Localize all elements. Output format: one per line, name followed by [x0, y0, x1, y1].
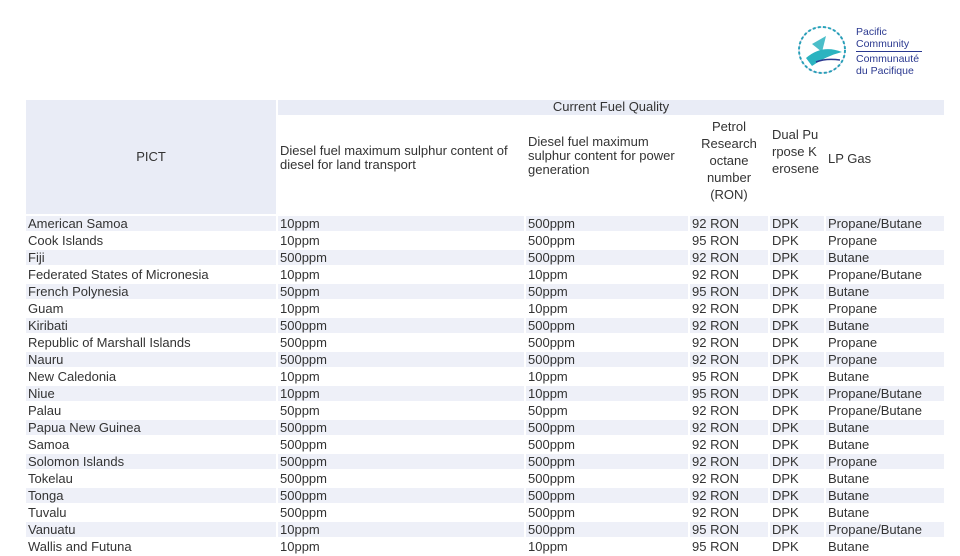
cell-diesel-power: 50ppm: [526, 403, 690, 420]
cell-lpg: Propane: [826, 454, 946, 471]
cell-lpg: Propane/Butane: [826, 386, 946, 403]
cell-diesel-power: 500ppm: [526, 335, 690, 352]
cell-diesel-land: 500ppm: [278, 250, 526, 267]
cell-petrol-ron: 92 RON: [690, 420, 770, 437]
cell-dpk: DPK: [770, 369, 826, 386]
cell-diesel-land: 500ppm: [278, 454, 526, 471]
header-current-fuel-quality: Current Fuel Quality: [278, 100, 946, 117]
cell-lpg: Butane: [826, 505, 946, 522]
cell-dpk: DPK: [770, 471, 826, 488]
cell-diesel-land: 500ppm: [278, 352, 526, 369]
table-row: [26, 216, 946, 233]
cell-dpk: DPK: [770, 454, 826, 471]
cell-pict: Tokelau: [26, 471, 278, 488]
cell-diesel-power: 10ppm: [526, 267, 690, 284]
cell-pict: Samoa: [26, 437, 278, 454]
cell-pict: Republic of Marshall Islands: [26, 335, 278, 352]
cell-pict: Federated States of Micronesia: [26, 267, 278, 284]
cell-diesel-power: 500ppm: [526, 250, 690, 267]
table-row: [26, 233, 946, 250]
fuel-quality-table: [26, 100, 946, 556]
cell-diesel-land: 500ppm: [278, 505, 526, 522]
cell-petrol-ron: 92 RON: [690, 505, 770, 522]
cell-diesel-land: 500ppm: [278, 335, 526, 352]
cell-dpk: DPK: [770, 352, 826, 369]
cell-diesel-power: 500ppm: [526, 216, 690, 233]
cell-pict: Guam: [26, 301, 278, 318]
cell-lpg: Propane: [826, 301, 946, 318]
logo-text-line2: Community: [856, 38, 910, 50]
cell-dpk: DPK: [770, 420, 826, 437]
logo-text-line4: du Pacifique: [856, 65, 914, 77]
cell-lpg: Butane: [826, 318, 946, 335]
cell-pict: Wallis and Futuna: [26, 539, 278, 556]
cell-dpk: DPK: [770, 267, 826, 284]
cell-diesel-power: 50ppm: [526, 284, 690, 301]
cell-dpk: DPK: [770, 539, 826, 556]
cell-diesel-power: 500ppm: [526, 454, 690, 471]
cell-pict: Vanuatu: [26, 522, 278, 539]
cell-lpg: Butane: [826, 420, 946, 437]
table-body: [26, 216, 946, 556]
cell-petrol-ron: 95 RON: [690, 386, 770, 403]
cell-pict: Nauru: [26, 352, 278, 369]
cell-diesel-land: 500ppm: [278, 318, 526, 335]
logo-emblem-icon: [796, 22, 852, 80]
cell-diesel-power: 500ppm: [526, 233, 690, 250]
cell-petrol-ron: 92 RON: [690, 335, 770, 352]
cell-petrol-ron: 92 RON: [690, 216, 770, 233]
table-row: [26, 352, 946, 369]
cell-lpg: Propane/Butane: [826, 267, 946, 284]
table-row: [26, 454, 946, 471]
cell-lpg: Propane/Butane: [826, 522, 946, 539]
logo-text-line1: Pacific: [856, 26, 887, 38]
table-row: [26, 267, 946, 284]
table-row: [26, 539, 946, 556]
cell-diesel-land: 500ppm: [278, 488, 526, 505]
cell-dpk: DPK: [770, 386, 826, 403]
cell-lpg: Propane: [826, 233, 946, 250]
cell-pict: New Caledonia: [26, 369, 278, 386]
cell-pict: Niue: [26, 386, 278, 403]
header-diesel-land: Diesel fuel maximum sulphur content of diesel for land transport: [278, 117, 526, 216]
table-row: [26, 420, 946, 437]
table-row: [26, 488, 946, 505]
cell-diesel-power: 500ppm: [526, 420, 690, 437]
table-row: [26, 318, 946, 335]
cell-petrol-ron: 92 RON: [690, 437, 770, 454]
cell-diesel-land: 10ppm: [278, 386, 526, 403]
table-row: [26, 369, 946, 386]
table-row: [26, 250, 946, 267]
cell-diesel-power: 500ppm: [526, 318, 690, 335]
cell-diesel-power: 10ppm: [526, 301, 690, 318]
header-petrol-ron: Petrol Research octane number (RON): [690, 117, 770, 216]
cell-petrol-ron: 95 RON: [690, 522, 770, 539]
cell-lpg: Butane: [826, 250, 946, 267]
cell-petrol-ron: 95 RON: [690, 284, 770, 301]
cell-lpg: Butane: [826, 488, 946, 505]
cell-diesel-land: 10ppm: [278, 267, 526, 284]
header-lp-gas: LP Gas: [826, 117, 946, 216]
cell-petrol-ron: 95 RON: [690, 539, 770, 556]
cell-lpg: Propane: [826, 352, 946, 369]
table-row: [26, 403, 946, 420]
cell-dpk: DPK: [770, 403, 826, 420]
cell-pict: Papua New Guinea: [26, 420, 278, 437]
cell-diesel-power: 10ppm: [526, 539, 690, 556]
table-row: [26, 505, 946, 522]
cell-pict: Tonga: [26, 488, 278, 505]
cell-dpk: DPK: [770, 488, 826, 505]
cell-pict: Solomon Islands: [26, 454, 278, 471]
cell-lpg: Butane: [826, 284, 946, 301]
table-row: [26, 386, 946, 403]
cell-petrol-ron: 92 RON: [690, 454, 770, 471]
cell-lpg: Butane: [826, 471, 946, 488]
logo-divider: [856, 51, 922, 52]
cell-pict: Cook Islands: [26, 233, 278, 250]
table-row: [26, 471, 946, 488]
cell-diesel-land: 10ppm: [278, 301, 526, 318]
cell-diesel-power: 10ppm: [526, 369, 690, 386]
cell-diesel-land: 500ppm: [278, 471, 526, 488]
cell-diesel-land: 10ppm: [278, 369, 526, 386]
cell-diesel-land: 500ppm: [278, 420, 526, 437]
table-row: [26, 301, 946, 318]
cell-petrol-ron: 92 RON: [690, 403, 770, 420]
cell-lpg: Propane/Butane: [826, 403, 946, 420]
logo-text-line3: Communauté: [856, 53, 920, 65]
table-row: [26, 437, 946, 454]
cell-pict: Tuvalu: [26, 505, 278, 522]
cell-lpg: Propane: [826, 335, 946, 352]
cell-pict: American Samoa: [26, 216, 278, 233]
cell-petrol-ron: 92 RON: [690, 352, 770, 369]
cell-dpk: DPK: [770, 335, 826, 352]
cell-pict: Kiribati: [26, 318, 278, 335]
cell-lpg: Butane: [826, 539, 946, 556]
cell-petrol-ron: 92 RON: [690, 471, 770, 488]
cell-diesel-power: 500ppm: [526, 437, 690, 454]
cell-pict: Palau: [26, 403, 278, 420]
header-dual-purpose-kerosene: Dual Purpose Kerosene: [770, 117, 826, 216]
group-header-row: [26, 100, 946, 117]
cell-diesel-land: 10ppm: [278, 216, 526, 233]
header-pict: PICT: [26, 100, 278, 216]
cell-dpk: DPK: [770, 318, 826, 335]
cell-diesel-land: 500ppm: [278, 437, 526, 454]
cell-diesel-land: 10ppm: [278, 522, 526, 539]
cell-diesel-land: 10ppm: [278, 539, 526, 556]
table-row: [26, 522, 946, 539]
cell-dpk: DPK: [770, 233, 826, 250]
cell-dpk: DPK: [770, 522, 826, 539]
cell-diesel-power: 500ppm: [526, 488, 690, 505]
cell-lpg: Butane: [826, 437, 946, 454]
cell-lpg: Propane/Butane: [826, 216, 946, 233]
cell-petrol-ron: 92 RON: [690, 250, 770, 267]
logo-text: [856, 26, 922, 77]
cell-petrol-ron: 95 RON: [690, 369, 770, 386]
table-row: [26, 335, 946, 352]
cell-dpk: DPK: [770, 301, 826, 318]
cell-diesel-power: 500ppm: [526, 471, 690, 488]
cell-petrol-ron: 95 RON: [690, 233, 770, 250]
cell-diesel-power: 500ppm: [526, 352, 690, 369]
cell-petrol-ron: 92 RON: [690, 267, 770, 284]
cell-pict: French Polynesia: [26, 284, 278, 301]
cell-dpk: DPK: [770, 437, 826, 454]
cell-diesel-land: 50ppm: [278, 403, 526, 420]
cell-dpk: DPK: [770, 216, 826, 233]
cell-pict: Fiji: [26, 250, 278, 267]
cell-dpk: DPK: [770, 250, 826, 267]
cell-diesel-land: 50ppm: [278, 284, 526, 301]
cell-lpg: Butane: [826, 369, 946, 386]
cell-diesel-land: 10ppm: [278, 233, 526, 250]
cell-diesel-power: 500ppm: [526, 522, 690, 539]
cell-petrol-ron: 92 RON: [690, 488, 770, 505]
cell-dpk: DPK: [770, 505, 826, 522]
cell-petrol-ron: 92 RON: [690, 318, 770, 335]
cell-petrol-ron: 92 RON: [690, 301, 770, 318]
cell-diesel-power: 10ppm: [526, 386, 690, 403]
cell-diesel-power: 500ppm: [526, 505, 690, 522]
pacific-community-logo: [796, 22, 936, 82]
header-diesel-power: Diesel fuel maximum sulphur content for power generation: [526, 117, 690, 216]
table-row: [26, 284, 946, 301]
cell-dpk: DPK: [770, 284, 826, 301]
